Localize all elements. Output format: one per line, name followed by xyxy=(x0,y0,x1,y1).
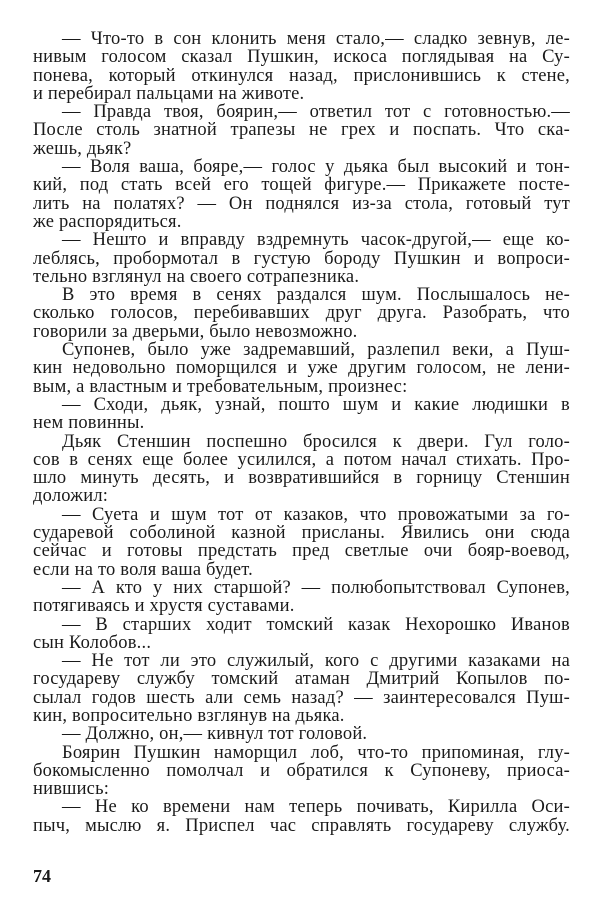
text-line: говорили за дверьми, было невозможно. xyxy=(33,321,358,342)
paragraph xyxy=(33,231,570,286)
text-line: нивым голосом сказал Пушкин, искоса поглядывая на Су- xyxy=(33,47,570,68)
text-line: лить на полатях? — Он поднялся из-за стола, готовый тут xyxy=(33,193,570,214)
text-line: сударевой соболиной казной присланы. Явились они сюда xyxy=(33,523,570,544)
paragraph xyxy=(33,652,570,725)
paragraph xyxy=(33,30,570,103)
paragraph xyxy=(33,579,570,616)
text-line: жешь, дьяк? xyxy=(33,138,132,159)
text-line: Дьяк Стеншин поспешно бросился к двери. Гул голо- xyxy=(62,431,570,452)
text-line: сколько голосов, перебивавших друг друга. Разобрать, что xyxy=(33,303,570,324)
text-line: — Воля ваша, бояре,— голос у дьяка был высокий и тон- xyxy=(62,157,570,178)
text-line: — Что-то в сон клонить меня стало,— сладко зевнув, ле- xyxy=(62,29,570,49)
text-line: кин, вопросительно взглянув на дьяка. xyxy=(33,705,345,726)
text-line: Супонев, было уже задремавший, разлепил веки, а Пуш- xyxy=(62,340,570,361)
paragraph xyxy=(33,433,570,506)
text-line: После столь знатной трапезы не грех и поспать. Что ска- xyxy=(33,120,570,141)
paragraph xyxy=(33,396,570,433)
text-line: сов в сенях еще более усилился, а потом начал стихать. Про- xyxy=(33,449,570,470)
text-line: — Сходи, дьяк, узнай, пошто шум и какие людишки в xyxy=(62,394,570,415)
page-number: 74 xyxy=(33,866,51,886)
paragraph xyxy=(33,744,570,799)
paragraph xyxy=(33,341,570,396)
paragraph xyxy=(33,158,570,231)
text-line: вым, а властным и требовательным, произнес: xyxy=(33,376,408,397)
text-line: — Правда твоя, боярин,— ответил тот с готовностью.— xyxy=(62,102,570,123)
text-line: нившись: xyxy=(33,779,110,800)
text-line: кин недовольно поморщился и уже другим голосом, не лени- xyxy=(33,358,570,379)
text-line: — Не тот ли это служилый, кого с другими казаками на xyxy=(62,651,570,672)
text-line: — В старших ходит томский казак Нехорошко Иванов xyxy=(62,614,570,635)
text-line: бокомысленно помолчал и обратился к Супоневу, приоса- xyxy=(33,760,570,781)
text-line: понева, который откинулся назад, прислонившись к стене, xyxy=(33,65,570,86)
text-line: потягиваясь и хрустя суставами. xyxy=(33,596,295,617)
text-line: доложил: xyxy=(33,486,109,507)
text-line: леблясь, пробормотал в густую бороду Пушкин и вопроси- xyxy=(33,248,570,269)
text-line: сын Колобов... xyxy=(33,632,152,653)
text-line: — Суета и шум тот от казаков, что провожатыми за го- xyxy=(62,504,570,525)
text-line: Боярин Пушкин наморщил лоб, что-то припоминая, глу- xyxy=(62,742,570,763)
text-line: же распорядиться. xyxy=(33,211,182,232)
text-line: нем повинны. xyxy=(33,413,145,434)
text-line: шло минуть десять, и возвратившийся в горницу Стеншин xyxy=(33,468,570,489)
paragraph xyxy=(33,725,570,743)
text-line: кий, под стать всей его тощей фигуре.— Прикажете посте- xyxy=(33,175,570,196)
text-line: пыч, мыслю я. Приспел час справлять государеву службу. xyxy=(33,815,570,836)
text-line: сейчас и готовы предстать пред светлые очи бояр-воевод, xyxy=(33,541,570,562)
text-line: если на то воля ваша будет. xyxy=(33,559,253,580)
text-line: — Должно, он,— кивнул тот головой. xyxy=(62,724,368,745)
paragraph xyxy=(33,286,570,341)
text-line: тельно взглянул на своего сотрапезника. xyxy=(33,266,360,287)
paragraph xyxy=(33,103,570,158)
text-line: сылал годов шесть али семь назад? — заинтересовался Пуш- xyxy=(33,687,570,708)
body-text xyxy=(33,30,570,835)
text-line: государеву службу томский атаман Дмитрий Копылов по- xyxy=(33,669,570,690)
paragraph xyxy=(33,616,570,653)
paragraph xyxy=(33,506,570,579)
text-line: — Не ко времени нам теперь почивать, Кирилла Оси- xyxy=(62,797,570,818)
text-line: — А кто у них старшой? — полюбопытствовал Супонев, xyxy=(62,577,570,598)
text-line: и перебирал пальцами на животе. xyxy=(33,83,305,104)
text-line: В это время в сенях раздался шум. Послышалось не- xyxy=(62,285,570,306)
text-line: — Нешто и вправду вздремнуть часок-другой,— еще ко- xyxy=(62,230,570,251)
paragraph xyxy=(33,798,570,835)
